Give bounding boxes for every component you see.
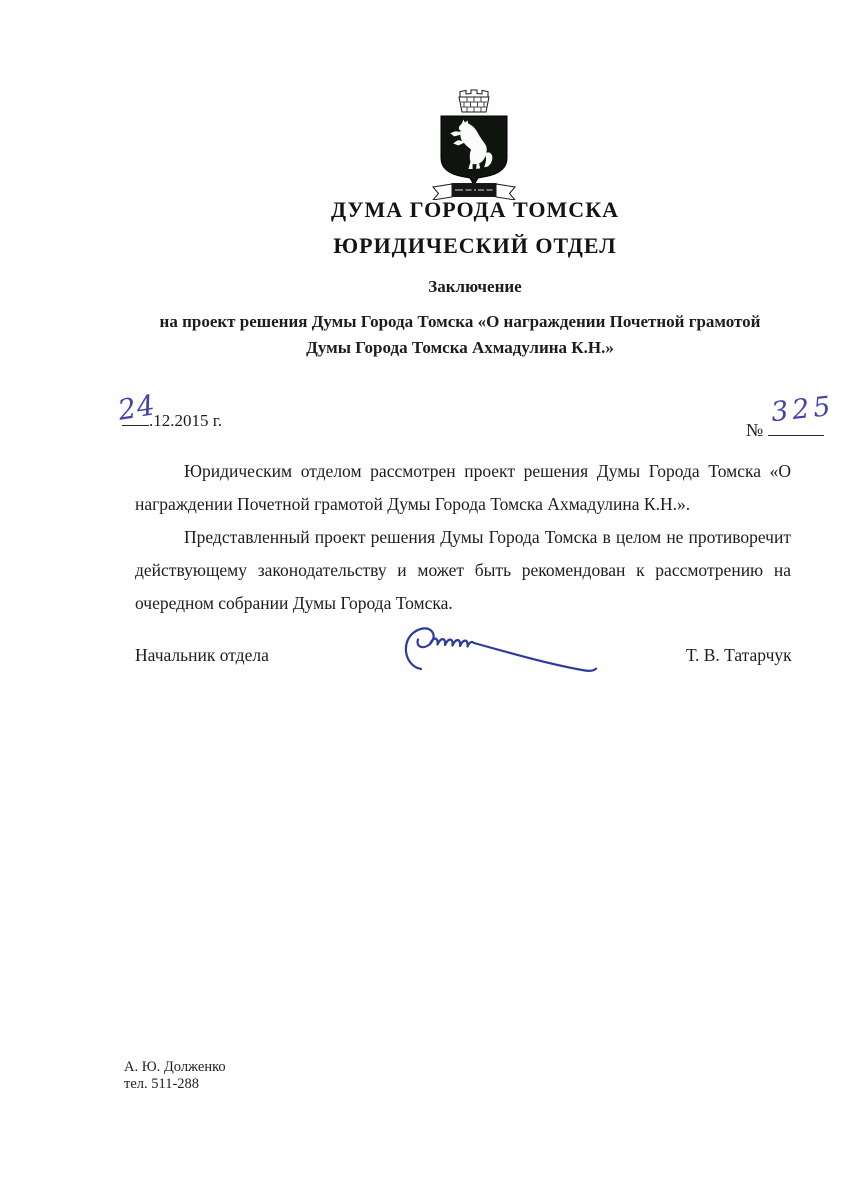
document-body [135, 455, 791, 620]
executor-block [124, 1059, 226, 1093]
tomsk-coat-of-arms-icon [422, 88, 526, 200]
number-value-handwritten: 325 [769, 390, 836, 429]
body-paragraph-2: Представленный проект решения Думы Города Томска в целом не противоречит действующему законодательству и может быть рекомендован к рассмотрению на очередном собрании Думы Города Томска. [135, 527, 791, 613]
executor-name: А. Ю. Долженко [124, 1059, 226, 1075]
executor-phone: тел. 511-288 [124, 1076, 200, 1092]
signatory-position: Начальник отдела [135, 645, 269, 665]
org-name-heading: ДУМА ГОРОДА ТОМСКА [330, 197, 620, 222]
number-field [746, 390, 836, 441]
date-underline [115, 388, 158, 427]
date-day-handwritten: 24 [115, 388, 158, 427]
body-paragraph-1: Юридическим отделом рассмотрен проект решения Думы Города Томска «О награждении Почетной грамотой Думы Города Томска Ахмадулина К.Н.». [135, 461, 791, 514]
date-text: .12.2015 г. [149, 411, 223, 430]
department-heading: ЮРИДИЧЕСКИЙ ОТДЕЛ [333, 233, 617, 258]
date-field [115, 388, 223, 431]
number-underline [768, 390, 836, 436]
signatory-name: Т. В. Татарчук [686, 645, 792, 665]
subject-line-1: на проект решения Думы Города Томска «О награждении Почетной грамотой [159, 312, 761, 331]
number-label: № [746, 420, 764, 440]
document-subject [110, 309, 810, 361]
doc-type-heading: Заключение [428, 277, 522, 296]
ink-signature-icon [395, 621, 600, 679]
subject-line-2: Думы Города Томска Ахмадулина К.Н.» [306, 338, 614, 357]
